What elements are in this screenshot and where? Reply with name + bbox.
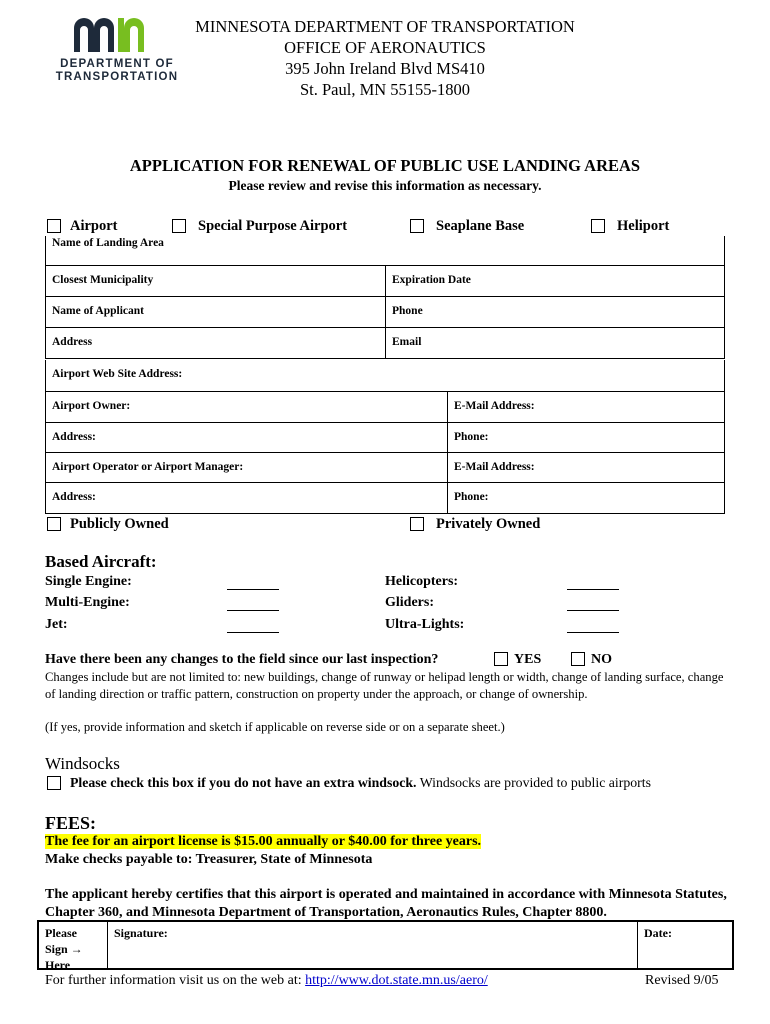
please-sign-here: [39, 922, 108, 972]
fees-line1: [45, 834, 481, 850]
mndot-logo-icon: [72, 18, 154, 52]
owner-email-field[interactable]: E-Mail Address:: [448, 391, 725, 422]
header-line2: OFFICE OF AERONAUTICS: [284, 38, 486, 57]
windsock-text-normal: Windsocks are provided to public airports: [419, 775, 651, 790]
privately-owned-checkbox[interactable]: [410, 517, 424, 531]
helicopters-blank[interactable]: [567, 575, 619, 590]
single-engine-blank[interactable]: [227, 575, 279, 590]
single-engine-label: Single Engine:: [45, 574, 132, 589]
date-field[interactable]: [638, 922, 732, 968]
owner-field[interactable]: Airport Owner:: [46, 391, 448, 422]
date-label: Date:: [644, 926, 672, 940]
owner-address-field[interactable]: Address:: [46, 422, 448, 452]
airport-checkbox[interactable]: [47, 219, 61, 233]
please-sign-line1: Please: [45, 926, 77, 940]
windsocks-heading: Windsocks: [45, 754, 120, 773]
changes-description: Changes include but are not limited to: new buildings, change of runway or helipad length or width, change of landing surface, change of landing direction or traffic pattern, construction on property under the approach, or change of ownership.: [45, 670, 724, 701]
aeronautics-website-link[interactable]: http://www.dot.state.mn.us/aero/: [305, 973, 488, 988]
applicant-name-field[interactable]: Name of Applicant: [46, 296, 386, 327]
applicant-address-field[interactable]: Address: [46, 327, 386, 358]
special-purpose-checkbox[interactable]: [172, 219, 186, 233]
please-sign-line3: Here: [45, 958, 71, 972]
airport-label: Airport: [70, 218, 118, 234]
seaplane-base-label: Seaplane Base: [436, 218, 525, 234]
header-line4: St. Paul, MN 55155-1800: [299, 80, 471, 99]
changes-no-checkbox[interactable]: [571, 652, 585, 666]
operator-phone-field[interactable]: Phone:: [448, 482, 725, 513]
logo-text-line1: DEPARTMENT OF: [60, 58, 174, 70]
fees-heading: FEES:: [45, 813, 97, 833]
multi-engine-blank[interactable]: [227, 596, 279, 611]
special-purpose-label: Special Purpose Airport: [198, 218, 348, 234]
expiration-date-field[interactable]: Expiration Date: [386, 265, 725, 296]
landing-area-form: [45, 236, 725, 359]
applicant-phone-field[interactable]: Phone: [386, 296, 725, 327]
please-sign-line2: Sign →: [45, 942, 83, 956]
signature-field[interactable]: [108, 922, 638, 968]
helicopters-label: Helicopters:: [385, 574, 459, 589]
footer-info: [45, 973, 488, 989]
form-subtitle: Please review and revise this information as necessary.: [228, 178, 542, 193]
seaplane-base-checkbox[interactable]: [410, 219, 424, 233]
publicly-owned-label: Publicly Owned: [70, 516, 169, 532]
applicant-email-field[interactable]: Email: [386, 327, 725, 358]
fees-highlight: The fee for an airport license is $15.00 annually or $40.00 for three years.: [45, 834, 482, 849]
publicly-owned-checkbox[interactable]: [47, 517, 61, 531]
owner-operator-form: [45, 360, 725, 514]
changes-yes-checkbox[interactable]: [494, 652, 508, 666]
changes-yes-label: YES: [514, 652, 542, 667]
jet-label: Jet:: [45, 617, 68, 632]
changes-question: Have there been any changes to the field since our last inspection?: [45, 652, 439, 667]
operator-email-field[interactable]: E-Mail Address:: [448, 452, 725, 482]
windsock-text: [70, 775, 651, 791]
jet-blank[interactable]: [227, 618, 279, 633]
based-aircraft-heading: Based Aircraft:: [45, 552, 157, 571]
privately-owned-label: Privately Owned: [436, 516, 541, 532]
operator-field[interactable]: Airport Operator or Airport Manager:: [46, 452, 448, 482]
fees-line2: Make checks payable to: Treasurer, State of Minnesota: [45, 852, 373, 867]
changes-note: (If yes, provide information and sketch if applicable on reverse side or on a separate sheet.): [45, 720, 505, 734]
changes-no-label: NO: [591, 652, 612, 667]
header-line3: 395 John Ireland Blvd MS410: [285, 59, 485, 78]
closest-municipality-field[interactable]: Closest Municipality: [46, 265, 386, 296]
operator-address-field[interactable]: Address:: [46, 482, 448, 513]
form-title: APPLICATION FOR RENEWAL OF PUBLIC USE LANDING AREAS: [129, 156, 641, 175]
ultra-lights-label: Ultra-Lights:: [385, 617, 465, 632]
landing-area-name-field[interactable]: Name of Landing Area: [46, 236, 725, 265]
heliport-label: Heliport: [617, 218, 670, 234]
gliders-blank[interactable]: [567, 596, 619, 611]
logo-text-line2: TRANSPORTATION: [55, 71, 179, 83]
signature-label: Signature:: [114, 926, 168, 940]
heliport-checkbox[interactable]: [591, 219, 605, 233]
owner-phone-field[interactable]: Phone:: [448, 422, 725, 452]
multi-engine-label: Multi-Engine:: [45, 595, 130, 610]
ultra-lights-blank[interactable]: [567, 618, 619, 633]
footer-text: For further information visit us on the web at:: [45, 973, 306, 988]
windsock-text-bold: Please check this box if you do not have an extra windsock.: [70, 775, 417, 790]
signature-box: [37, 920, 734, 970]
certification-text: The applicant hereby certifies that this airport is operated and maintained in accordance with Minnesota Statutes, Chapter 360, and Minnesota Department of Transportation, Aeronautics Rules, Chapter 8800.: [45, 887, 727, 920]
windsock-checkbox[interactable]: [47, 776, 61, 790]
header-line1: MINNESOTA DEPARTMENT OF TRANSPORTATION: [195, 17, 575, 36]
revised-date: Revised 9/05: [645, 973, 719, 988]
gliders-label: Gliders:: [385, 595, 434, 610]
website-field[interactable]: Airport Web Site Address:: [46, 360, 725, 391]
